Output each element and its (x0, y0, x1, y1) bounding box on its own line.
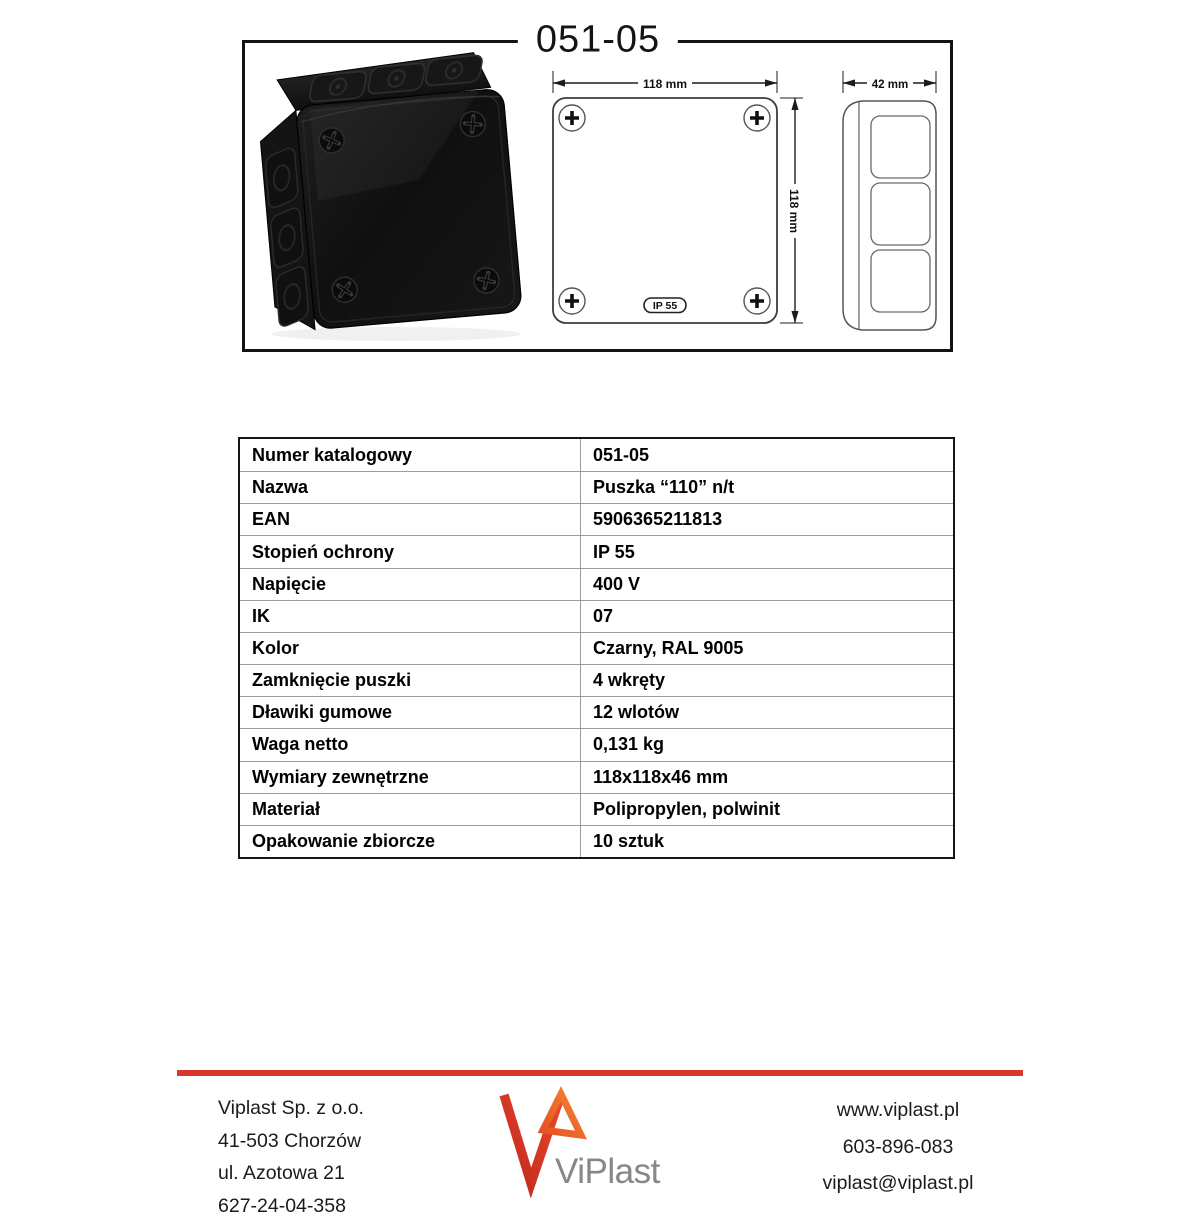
ip-badge (644, 298, 686, 313)
table-row (240, 568, 953, 600)
company-name: Viplast Sp. z o.o. (218, 1097, 364, 1119)
front-height-dimension (780, 98, 803, 323)
table-row (240, 600, 953, 632)
front-view-drawing (553, 98, 777, 323)
spec-value: 0,131 kg (580, 729, 953, 760)
front-width-dimension (553, 71, 777, 93)
spec-label: IK (252, 605, 270, 626)
logo-wordmark: ViPlast (555, 1152, 660, 1191)
spec-value: IP 55 (580, 536, 953, 567)
website-link: www.viplast.pl (836, 1099, 960, 1121)
spec-value: 12 wlotów (580, 697, 953, 728)
ip-badge-label: IP 55 (652, 300, 678, 312)
table-row (240, 632, 953, 664)
company-phone: 627-24-04-358 (218, 1194, 346, 1217)
spec-label: Stopień ochrony (252, 541, 395, 562)
spec-table (238, 437, 955, 859)
table-row (240, 793, 953, 825)
side-width-dimension (843, 71, 936, 93)
spec-value: Polipropylen, polwinit (580, 794, 953, 825)
screw-icon (559, 288, 585, 314)
side-width-label: 42 mm (871, 79, 909, 91)
junction-box (254, 50, 522, 332)
spec-label: Opakowanie zbiorcze (252, 830, 436, 851)
spec-label: Zamknięcie puszki (252, 670, 412, 691)
spec-label: Nazwa (252, 477, 309, 498)
spec-value: 10 sztuk (580, 826, 953, 857)
footer-address (218, 1092, 364, 1222)
knockout-panel (871, 250, 930, 312)
spec-label: EAN (252, 509, 291, 530)
table-row (240, 761, 953, 793)
spec-value: Czarny, RAL 9005 (580, 633, 953, 664)
spec-label: Kolor (252, 637, 299, 658)
front-width-label: 118 mm (642, 77, 688, 91)
table-row (240, 503, 953, 535)
knockout-panel (871, 116, 930, 178)
page-title: 051-05 (518, 19, 678, 62)
spec-label: Dławiki gumowe (252, 702, 393, 723)
company-city: 41-503 Chorzów (218, 1129, 362, 1152)
viplast-logo (495, 1091, 705, 1193)
spec-label: Napięcie (252, 573, 327, 594)
spec-value: 400 V (580, 569, 953, 600)
knockout-panel (871, 183, 930, 245)
table-row (240, 439, 953, 471)
front-height-label: 118 mm (787, 188, 801, 234)
contact-email: viplast@viplast.pl (822, 1172, 974, 1195)
spec-value: 4 wkręty (580, 665, 953, 696)
table-row (240, 825, 953, 857)
technical-drawings (540, 63, 960, 350)
side-view-drawing (843, 101, 936, 330)
contact-phone: 603-896-083 (842, 1135, 954, 1158)
table-row (240, 696, 953, 728)
spec-value: 118x118x46 mm (580, 762, 953, 793)
footer-accent-rule (177, 1070, 1023, 1076)
screw-icon (744, 105, 770, 131)
spec-label: Materiał (252, 798, 321, 819)
screw-icon (744, 288, 770, 314)
spec-value: 051-05 (580, 439, 953, 471)
table-row (240, 664, 953, 696)
footer-contact (788, 1092, 1008, 1202)
screw-icon (559, 105, 585, 131)
table-row (240, 471, 953, 503)
spec-value: 5906365211813 (580, 504, 953, 535)
spec-label: Waga netto (252, 734, 349, 755)
spec-label: Numer katalogowy (252, 444, 413, 465)
product-photo (246, 44, 546, 344)
company-street: ul. Azotowa 21 (218, 1162, 345, 1185)
spec-label: Wymiary zewnętrzne (252, 766, 429, 787)
spec-value: 07 (580, 601, 953, 632)
spec-value: Puszka “110” n/t (580, 472, 953, 503)
table-row (240, 535, 953, 567)
table-row (240, 728, 953, 760)
photo-shadow (271, 327, 521, 341)
